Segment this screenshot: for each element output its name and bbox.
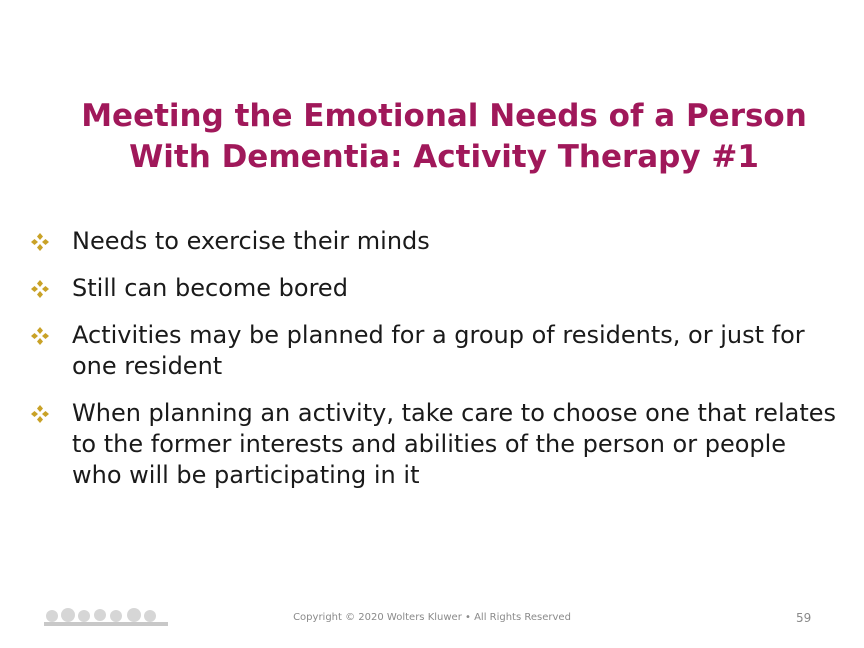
diamond-bullet-icon <box>30 404 50 424</box>
copyright-text: Copyright © 2020 Wolters Kluwer • All Rights Reserved <box>293 612 571 623</box>
title-line-2: With Dementia: Activity Therapy #1 <box>129 139 759 175</box>
bullet-item <box>28 398 838 491</box>
slide-title <box>40 96 848 178</box>
bullet-text: Still can become bored <box>72 274 348 302</box>
diamond-bullet-icon <box>30 279 50 299</box>
bullet-text: Needs to exercise their minds <box>72 227 430 255</box>
bullet-text: When planning an activity, take care to choose one that relates to the former interests and abilities of the person or people who will be participating in it <box>72 399 836 489</box>
bullet-text: Activities may be planned for a group of residents, or just for one resident <box>72 321 805 380</box>
diamond-bullet-icon <box>30 232 50 252</box>
title-line-1: Meeting the Emotional Needs of a Person <box>81 98 807 134</box>
bullet-item <box>28 273 838 304</box>
bullet-list <box>28 226 838 507</box>
diamond-bullet-icon <box>30 326 50 346</box>
bullet-item <box>28 320 838 382</box>
page-number: 59 <box>796 611 812 625</box>
bullet-item <box>28 226 838 257</box>
